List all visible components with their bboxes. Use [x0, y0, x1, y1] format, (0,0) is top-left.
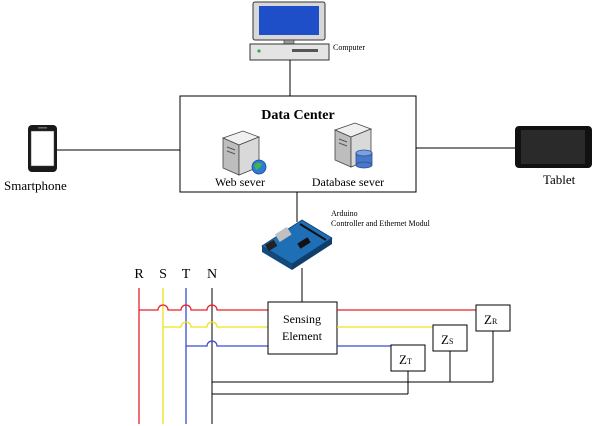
load-zr-sub: R [491, 317, 498, 326]
tablet-icon [515, 126, 592, 168]
sensing-element-label-line1: Sensing [282, 312, 322, 326]
arduino-board-icon [262, 220, 332, 270]
smartphone-icon [28, 125, 57, 172]
load-zt-base: Z [399, 352, 407, 367]
phase-t-feeder [186, 341, 268, 346]
database-cylinder-icon [356, 150, 372, 168]
phase-s-label: S [159, 267, 167, 282]
monitor-screen [259, 6, 319, 35]
phase-r-feeder [139, 305, 268, 310]
smartphone-label: Smartphone [4, 178, 67, 193]
load-zt-sub: T [406, 357, 412, 366]
database-server-icon [335, 123, 372, 168]
data-center-title: Data Center [261, 108, 335, 123]
load-zr-base: Z [484, 312, 492, 327]
load-zs-base: Z [441, 332, 449, 347]
phase-n-label: N [206, 267, 218, 282]
load-zs [433, 325, 467, 351]
web-server-label: Web sever [214, 175, 266, 189]
phase-r-label: R [134, 267, 144, 282]
arduino-module-label: Controller and Ethernet Modul [331, 219, 430, 228]
arduino-label: Arduino [331, 209, 358, 218]
phase-t-label: T [181, 267, 191, 282]
load-zr [476, 305, 510, 331]
computer-label: Computer [333, 43, 365, 52]
load-zt [391, 345, 425, 371]
sensing-element-label-line2: Element [282, 329, 322, 343]
computer-icon [250, 2, 329, 60]
database-server-label: Database sever [311, 175, 385, 189]
sensing-element-box [268, 302, 337, 354]
tablet-label: Tablet [543, 172, 576, 187]
phase-s-feeder [163, 322, 268, 327]
load-zs-sub: S [448, 337, 454, 346]
